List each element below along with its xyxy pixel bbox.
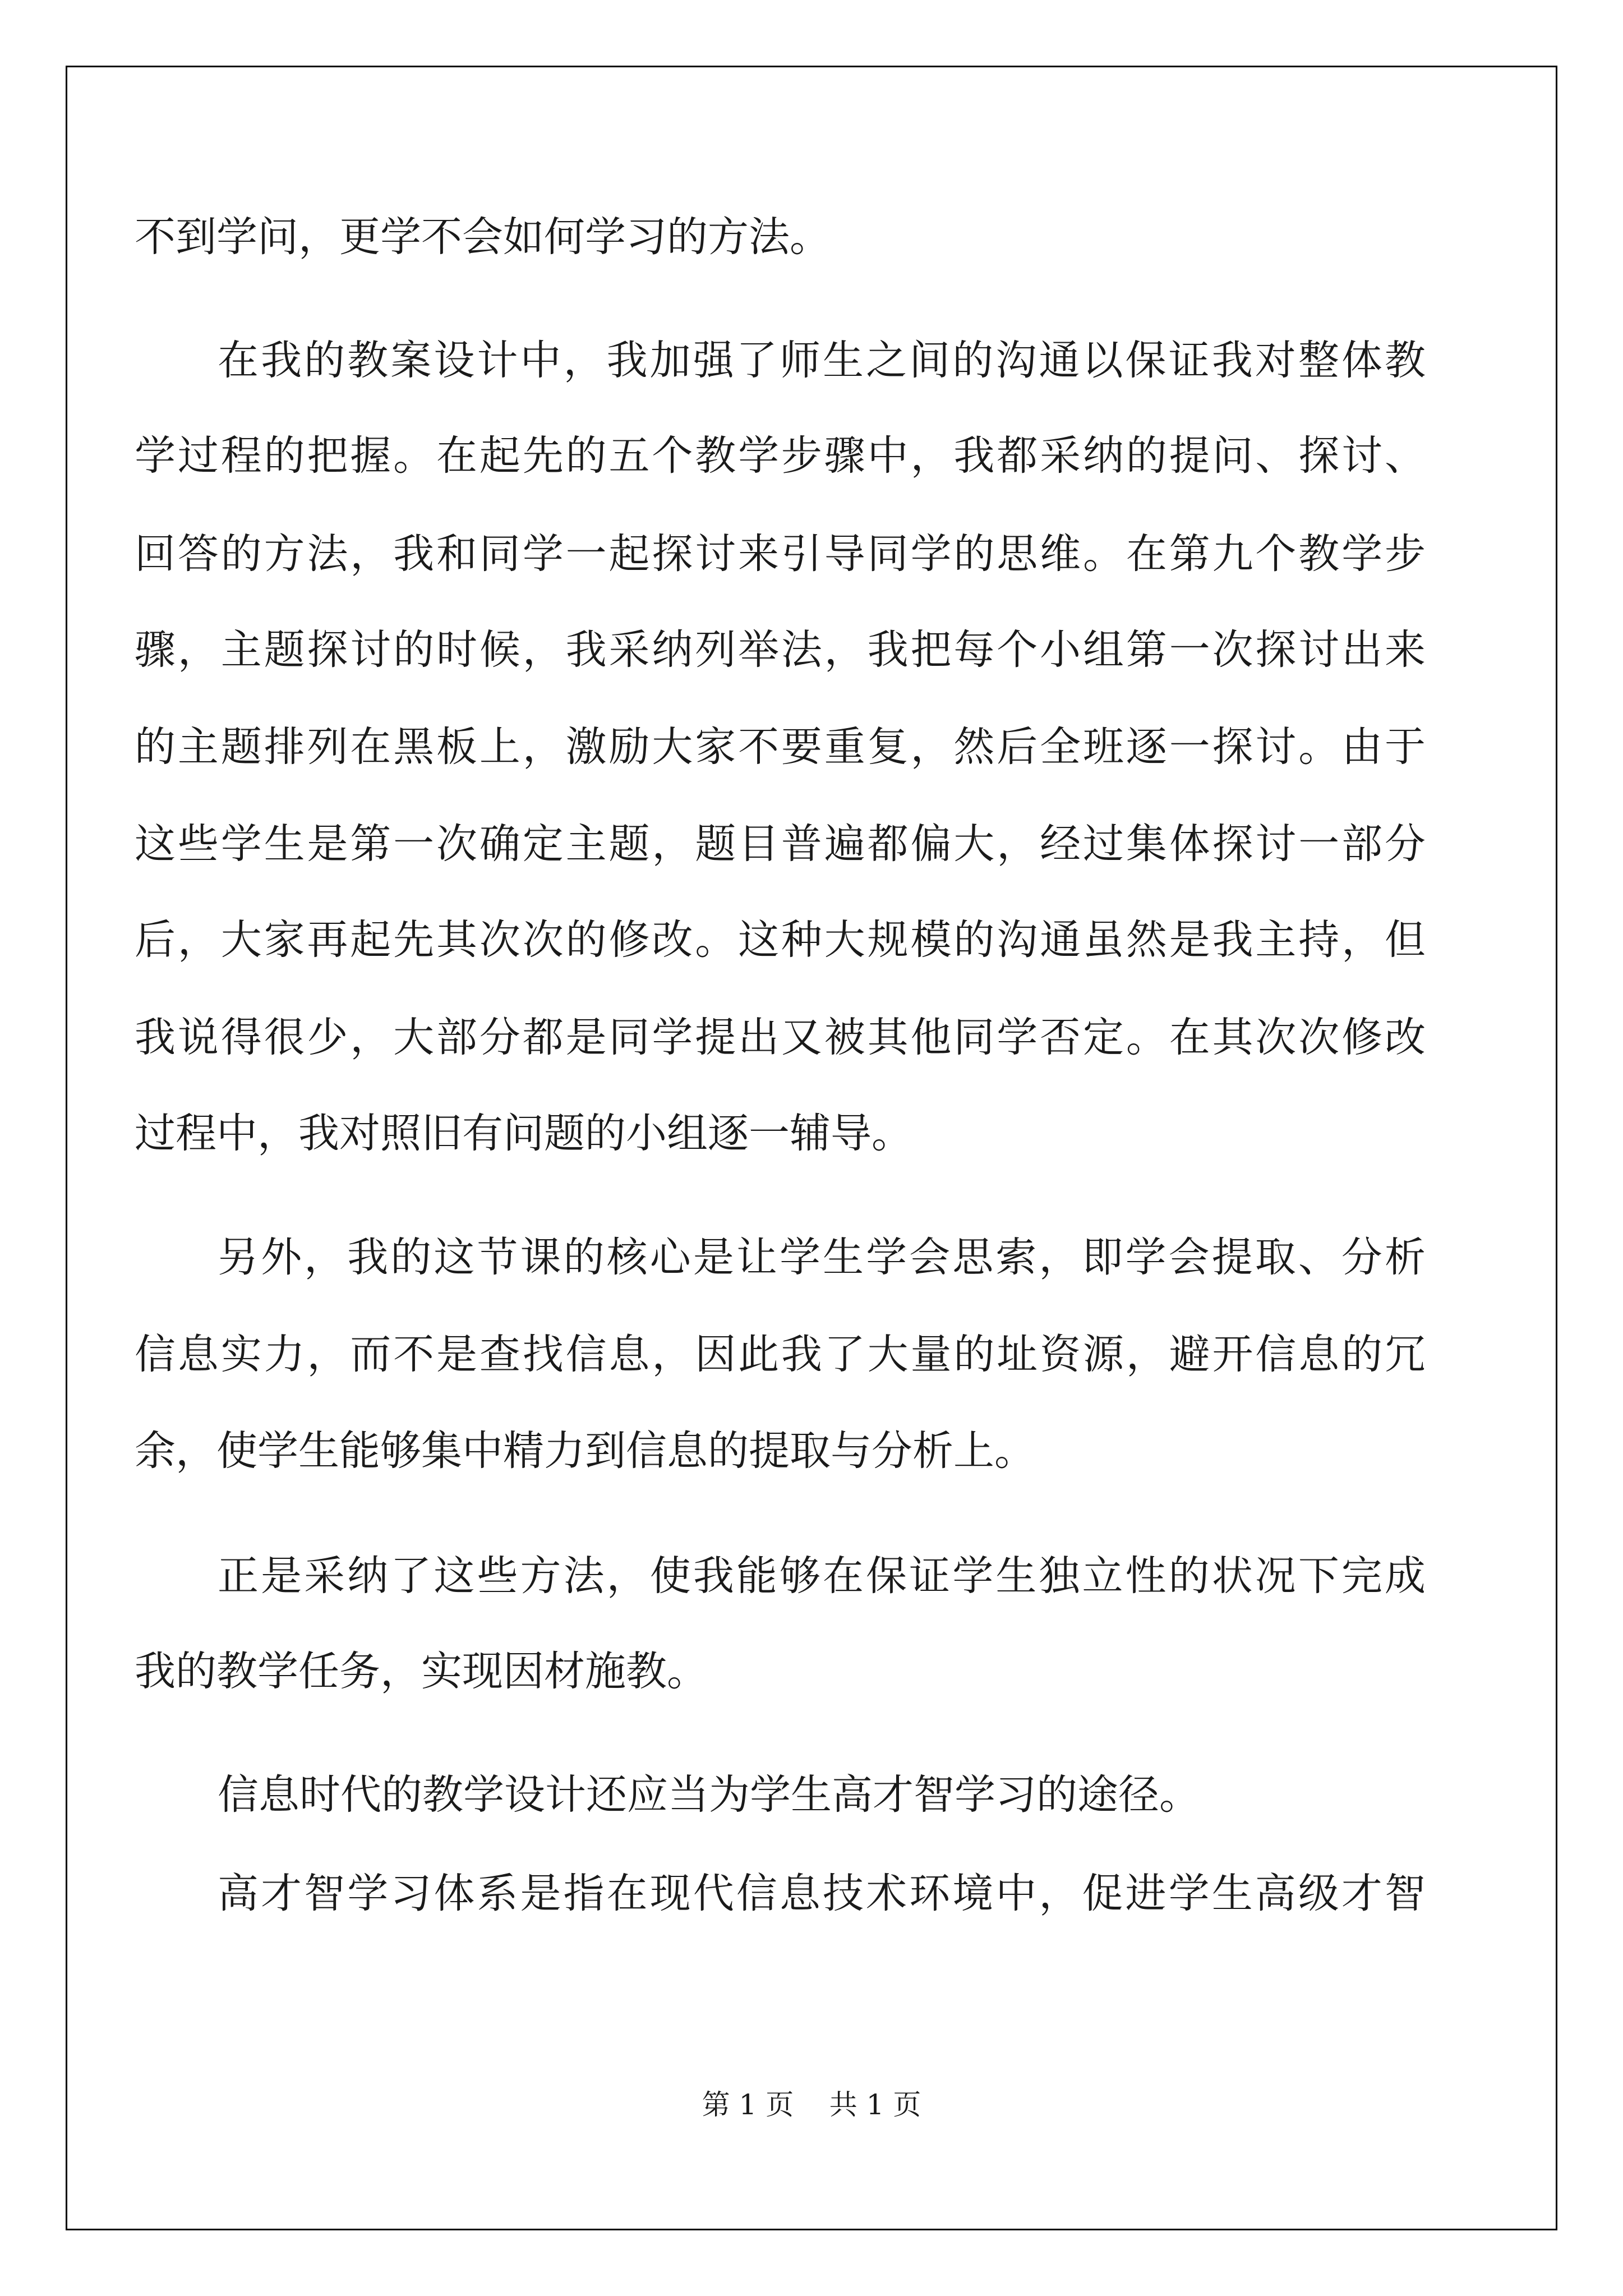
text-line-9: 我说得很少，大部分都是同学提出又被其他同学否定。在其次次修改 bbox=[135, 1014, 1426, 1061]
text-line-14: 正是采纳了这些方法，使我能够在保证学生独立性的状况下完成 bbox=[218, 1552, 1426, 1600]
text-line-7: 这些学生是第一次确定主题，题目普遍都偏大，经过集体探讨一部分 bbox=[135, 820, 1426, 868]
text-line-4: 回答的方法，我和同学一起探讨来引导同学的思维。在第九个教学步 bbox=[135, 530, 1426, 578]
text-line-5: 骤，主题探讨的时候，我采纳列举法，我把每个小组第一次探讨出来 bbox=[135, 626, 1426, 674]
text-line-12: 信息实力，而不是查找信息，因此我了大量的址资源，避开信息的冗 bbox=[135, 1331, 1426, 1378]
text-line-15: 我的教学任务，实现因材施教。 bbox=[135, 1648, 708, 1695]
text-line-17: 高才智学习体系是指在现代信息技术环境中，促进学生高级才智 bbox=[218, 1870, 1426, 1917]
text-line-3: 学过程的把握。在起先的五个教学步骤中，我都采纳的提问、探讨、 bbox=[135, 432, 1426, 480]
page-number-footer: 第 1 页 共 1 页 bbox=[702, 2088, 921, 2121]
text-line-13: 余，使学生能够集中精力到信息的提取与分析上。 bbox=[135, 1427, 1035, 1475]
text-line-1: 不到学问，更学不会如何学习的方法。 bbox=[135, 213, 831, 261]
text-line-2: 在我的教案设计中，我加强了师生之间的沟通以保证我对整体教 bbox=[218, 337, 1426, 384]
text-line-11: 另外，我的这节课的核心是让学生学会思索，即学会提取、分析 bbox=[218, 1234, 1426, 1281]
text-line-8: 后，大家再起先其次次的修改。这种大规模的沟通虽然是我主持，但 bbox=[135, 916, 1426, 964]
text-line-10: 过程中，我对照旧有问题的小组逐一辅导。 bbox=[135, 1110, 912, 1157]
text-line-6: 的主题排列在黑板上，激励大家不要重复，然后全班逐一探讨。由于 bbox=[135, 723, 1426, 771]
text-line-16: 信息时代的教学设计还应当为学生高才智学习的途径。 bbox=[218, 1771, 1200, 1819]
